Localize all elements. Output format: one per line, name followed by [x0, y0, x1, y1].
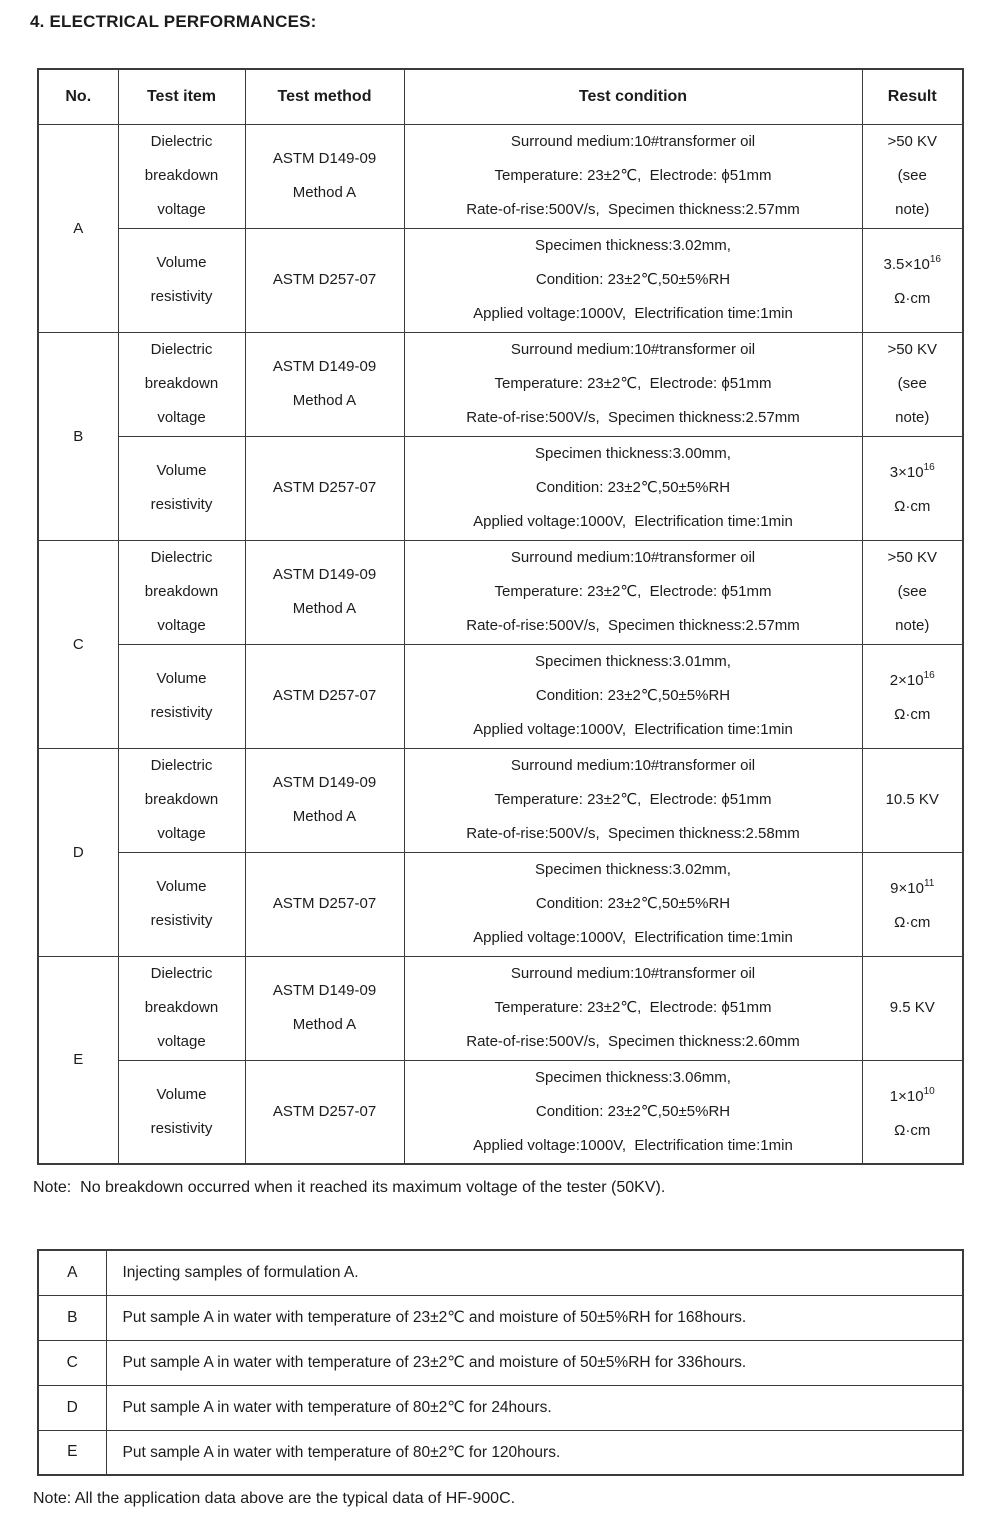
result-line: (see	[897, 375, 927, 392]
test-method-cell-line: ASTM D257-07	[272, 895, 377, 912]
test-item-cell	[118, 228, 245, 332]
test-condition-cell-line: Condition: 23±2℃,50±5%RH	[535, 687, 731, 704]
test-condition-cell-line: Condition: 23±2℃,50±5%RH	[535, 479, 731, 496]
test-item-cell-line: voltage	[157, 409, 206, 426]
test-method-cell-line: Method A	[292, 392, 357, 409]
table-row	[38, 228, 963, 332]
test-condition-cell	[404, 956, 862, 1060]
table-row	[38, 852, 963, 956]
sample-description-cell: Put sample A in water with temperature of 80±2℃ for 24hours.	[106, 1385, 963, 1430]
test-item-cell-line: Dielectric	[150, 965, 213, 982]
table-row	[38, 436, 963, 540]
sample-row	[38, 1430, 963, 1475]
test-method-cell	[245, 644, 404, 748]
test-condition-cell-line: Rate-of-rise:500V/s, Specimen thickness:2.57mm	[466, 409, 800, 426]
test-item-cell-line: breakdown	[144, 583, 219, 600]
result-unit-line: Ω·cm	[894, 706, 931, 723]
test-item-cell-line: Volume	[156, 878, 207, 895]
test-item-cell-line: resistivity	[150, 288, 213, 305]
sample-description-cell: Put sample A in water with temperature of 23±2℃ and moisture of 50±5%RH for 168hours.	[106, 1295, 963, 1340]
test-condition-cell	[404, 228, 862, 332]
test-item-cell-line: Volume	[156, 1085, 207, 1103]
column-header-test-item: Test item	[118, 69, 245, 124]
result-line: note)	[895, 201, 930, 218]
sample-id-cell: E	[38, 1430, 106, 1475]
sample-id-cell: A	[38, 1250, 106, 1295]
test-method-cell-line: Method A	[292, 808, 357, 825]
group-no-cell: A	[38, 124, 118, 332]
test-condition-cell-line: Temperature: 23±2℃, Electrode: ϕ51mm	[494, 791, 772, 808]
test-condition-cell	[404, 540, 862, 644]
test-condition-cell-line: Applied voltage:1000V, Electrification time:1min	[473, 721, 793, 738]
result-cell	[862, 852, 963, 956]
result-unit-line: Ω·cm	[894, 1121, 931, 1139]
test-condition-cell-line: Temperature: 23±2℃, Electrode: ϕ51mm	[494, 999, 772, 1016]
test-condition-cell-line: Condition: 23±2℃,50±5%RH	[535, 1102, 731, 1120]
test-method-cell	[245, 852, 404, 956]
test-method-cell	[245, 540, 404, 644]
result-value-line: $2\times 10^{16}$	[889, 670, 935, 689]
test-method-cell-line: ASTM D257-07	[272, 1102, 377, 1120]
test-condition-cell-line: Condition: 23±2℃,50±5%RH	[535, 895, 731, 912]
test-condition-cell-line: Rate-of-rise:500V/s, Specimen thickness:2.58mm	[466, 825, 800, 842]
result-cell	[862, 540, 963, 644]
sample-row	[38, 1385, 963, 1430]
test-item-cell-line: resistivity	[150, 1119, 213, 1137]
table-row	[38, 956, 963, 1060]
result-exponent: 16	[929, 254, 941, 265]
table-row	[38, 644, 963, 748]
test-condition-cell-line: Temperature: 23±2℃, Electrode: ϕ51mm	[494, 167, 772, 184]
test-item-cell-line: Volume	[156, 462, 207, 479]
result-cell	[862, 124, 963, 228]
test-item-cell-line: voltage	[157, 825, 206, 842]
test-item-cell	[118, 540, 245, 644]
result-value-line: $1\times 10^{10}$	[889, 1085, 935, 1105]
result-exponent: 11	[923, 878, 935, 889]
result-value-line: $3\times 10^{16}$	[889, 462, 935, 481]
test-method-cell-line: ASTM D149-09	[272, 774, 377, 791]
result-cell	[862, 436, 963, 540]
result-cell	[862, 748, 963, 852]
result-line: (see	[897, 583, 927, 600]
electrical-performances-table	[37, 68, 964, 1165]
result-cell	[862, 1060, 963, 1164]
test-condition-cell-line: Specimen thickness:3.02mm,	[535, 237, 731, 254]
test-item-cell	[118, 748, 245, 852]
section-title: 4. ELECTRICAL PERFORMANCES:	[30, 12, 317, 31]
group-no-cell: C	[38, 540, 118, 748]
result-unit-line: Ω·cm	[894, 498, 931, 515]
result-line: 10.5 KV	[885, 791, 939, 808]
column-header-test-condition: Test condition	[404, 69, 862, 124]
test-method-cell-line: ASTM D257-07	[272, 687, 377, 704]
test-method-cell-line: ASTM D149-09	[272, 358, 377, 375]
typical-data-note: Note: All the application data above are the typical data of HF-900C.	[33, 1490, 516, 1507]
test-condition-cell-line: Specimen thickness:3.02mm,	[535, 861, 731, 878]
test-method-cell-line: Method A	[292, 1016, 357, 1033]
test-method-cell	[245, 228, 404, 332]
test-item-cell-line: Volume	[156, 254, 207, 271]
test-item-cell-line: Dielectric	[150, 133, 213, 150]
test-item-cell-line: breakdown	[144, 999, 219, 1016]
result-exponent: 16	[923, 670, 935, 681]
test-method-cell-line: ASTM D257-07	[272, 479, 377, 496]
tester-note: Note: No breakdown occurred when it reached its maximum voltage of the tester (50KV).	[33, 1179, 666, 1196]
test-condition-cell-line: Temperature: 23±2℃, Electrode: ϕ51mm	[494, 375, 772, 392]
test-method-cell-line: ASTM D149-09	[272, 150, 377, 167]
result-cell	[862, 228, 963, 332]
result-line: note)	[895, 409, 930, 426]
test-item-cell-line: resistivity	[150, 704, 213, 721]
test-condition-cell-line: Surround medium:10#transformer oil	[510, 757, 756, 774]
result-unit-line: Ω·cm	[894, 914, 931, 931]
test-item-cell	[118, 124, 245, 228]
test-method-cell-line: Method A	[292, 184, 357, 201]
result-cell	[862, 644, 963, 748]
test-method-cell	[245, 124, 404, 228]
result-line: >50 KV	[887, 133, 938, 150]
test-item-cell	[118, 436, 245, 540]
test-item-cell	[118, 956, 245, 1060]
test-method-cell	[245, 748, 404, 852]
test-method-cell	[245, 436, 404, 540]
test-condition-cell-line: Applied voltage:1000V, Electrification time:1min	[473, 305, 793, 322]
test-item-cell-line: Dielectric	[150, 757, 213, 774]
test-condition-cell	[404, 852, 862, 956]
test-condition-cell	[404, 644, 862, 748]
sample-row	[38, 1250, 963, 1295]
test-condition-cell	[404, 748, 862, 852]
column-header-test-method: Test method	[245, 69, 404, 124]
table-row	[38, 332, 963, 436]
result-line: >50 KV	[887, 341, 938, 358]
test-item-cell	[118, 644, 245, 748]
test-condition-cell-line: Temperature: 23±2℃, Electrode: ϕ51mm	[494, 583, 772, 600]
result-line: note)	[895, 617, 930, 634]
test-condition-cell-line: Condition: 23±2℃,50±5%RH	[535, 271, 731, 288]
test-item-cell-line: breakdown	[144, 375, 219, 392]
sample-description-cell: Injecting samples of formulation A.	[106, 1250, 963, 1295]
sample-id-cell: D	[38, 1385, 106, 1430]
test-condition-cell-line: Rate-of-rise:500V/s, Specimen thickness:2.60mm	[466, 1033, 800, 1050]
result-value-line: $3.5\times 10^{16}$	[883, 254, 941, 273]
test-condition-cell-line: Rate-of-rise:500V/s, Specimen thickness:2.57mm	[466, 617, 800, 634]
test-method-cell-line: ASTM D257-07	[272, 271, 377, 288]
test-method-cell	[245, 332, 404, 436]
result-cell	[862, 332, 963, 436]
test-condition-cell	[404, 436, 862, 540]
sample-row	[38, 1295, 963, 1340]
column-header-result: Result	[862, 69, 963, 124]
test-condition-cell-line: Specimen thickness:3.01mm,	[535, 653, 731, 670]
test-condition-cell-line: Applied voltage:1000V, Electrification time:1min	[473, 513, 793, 530]
column-header-no: No.	[38, 69, 118, 124]
test-item-cell	[118, 1060, 245, 1164]
test-method-cell	[245, 956, 404, 1060]
result-line: 9.5 KV	[889, 999, 935, 1016]
result-line: >50 KV	[887, 549, 938, 566]
result-value-line: $9\times 10^{11}$	[890, 878, 935, 897]
test-item-cell	[118, 332, 245, 436]
test-condition-cell	[404, 124, 862, 228]
header-row	[38, 69, 963, 124]
sample-description-cell: Put sample A in water with temperature of 23±2℃ and moisture of 50±5%RH for 336hours.	[106, 1340, 963, 1385]
test-item-cell-line: resistivity	[150, 912, 213, 929]
group-no-cell: B	[38, 332, 118, 540]
test-method-cell-line: Method A	[292, 600, 357, 617]
group-no-cell: E	[38, 956, 118, 1164]
test-item-cell-line: Dielectric	[150, 549, 213, 566]
test-condition-cell-line: Specimen thickness:3.06mm,	[535, 1068, 731, 1086]
result-line: (see	[897, 167, 927, 184]
test-item-cell-line: voltage	[157, 201, 206, 218]
sample-description-cell: Put sample A in water with temperature of 80±2℃ for 120hours.	[106, 1430, 963, 1475]
test-item-cell	[118, 852, 245, 956]
table-row	[38, 124, 963, 228]
test-condition-cell	[404, 1060, 862, 1164]
table-row	[38, 1060, 963, 1164]
test-condition-cell-line: Applied voltage:1000V, Electrification time:1min	[473, 929, 793, 946]
test-item-cell-line: breakdown	[144, 791, 219, 808]
test-method-cell	[245, 1060, 404, 1164]
test-condition-cell-line: Surround medium:10#transformer oil	[510, 549, 756, 566]
test-condition-cell-line: Surround medium:10#transformer oil	[510, 965, 756, 982]
sample-id-cell: B	[38, 1295, 106, 1340]
test-method-cell-line: ASTM D149-09	[272, 566, 377, 583]
table-row	[38, 748, 963, 852]
test-condition-cell-line: Rate-of-rise:500V/s, Specimen thickness:2.57mm	[466, 201, 800, 218]
group-no-cell: D	[38, 748, 118, 956]
test-condition-cell-line: Specimen thickness:3.00mm,	[535, 445, 731, 462]
test-item-cell-line: voltage	[157, 617, 206, 634]
test-item-cell-line: Volume	[156, 670, 207, 687]
result-exponent: 16	[923, 462, 935, 473]
test-condition-cell-line: Applied voltage:1000V, Electrification time:1min	[473, 1136, 793, 1154]
sample-id-cell: C	[38, 1340, 106, 1385]
result-cell	[862, 956, 963, 1060]
sample-row	[38, 1340, 963, 1385]
result-unit-line: Ω·cm	[894, 290, 931, 307]
test-condition-cell-line: Surround medium:10#transformer oil	[510, 133, 756, 150]
test-condition-cell-line: Surround medium:10#transformer oil	[510, 341, 756, 358]
test-item-cell-line: Dielectric	[150, 341, 213, 358]
test-item-cell-line: resistivity	[150, 496, 213, 513]
test-item-cell-line: breakdown	[144, 167, 219, 184]
sample-description-table	[37, 1249, 964, 1476]
result-exponent: 10	[923, 1085, 935, 1097]
test-condition-cell	[404, 332, 862, 436]
test-item-cell-line: voltage	[157, 1033, 206, 1050]
table-row	[38, 540, 963, 644]
test-method-cell-line: ASTM D149-09	[272, 982, 377, 999]
